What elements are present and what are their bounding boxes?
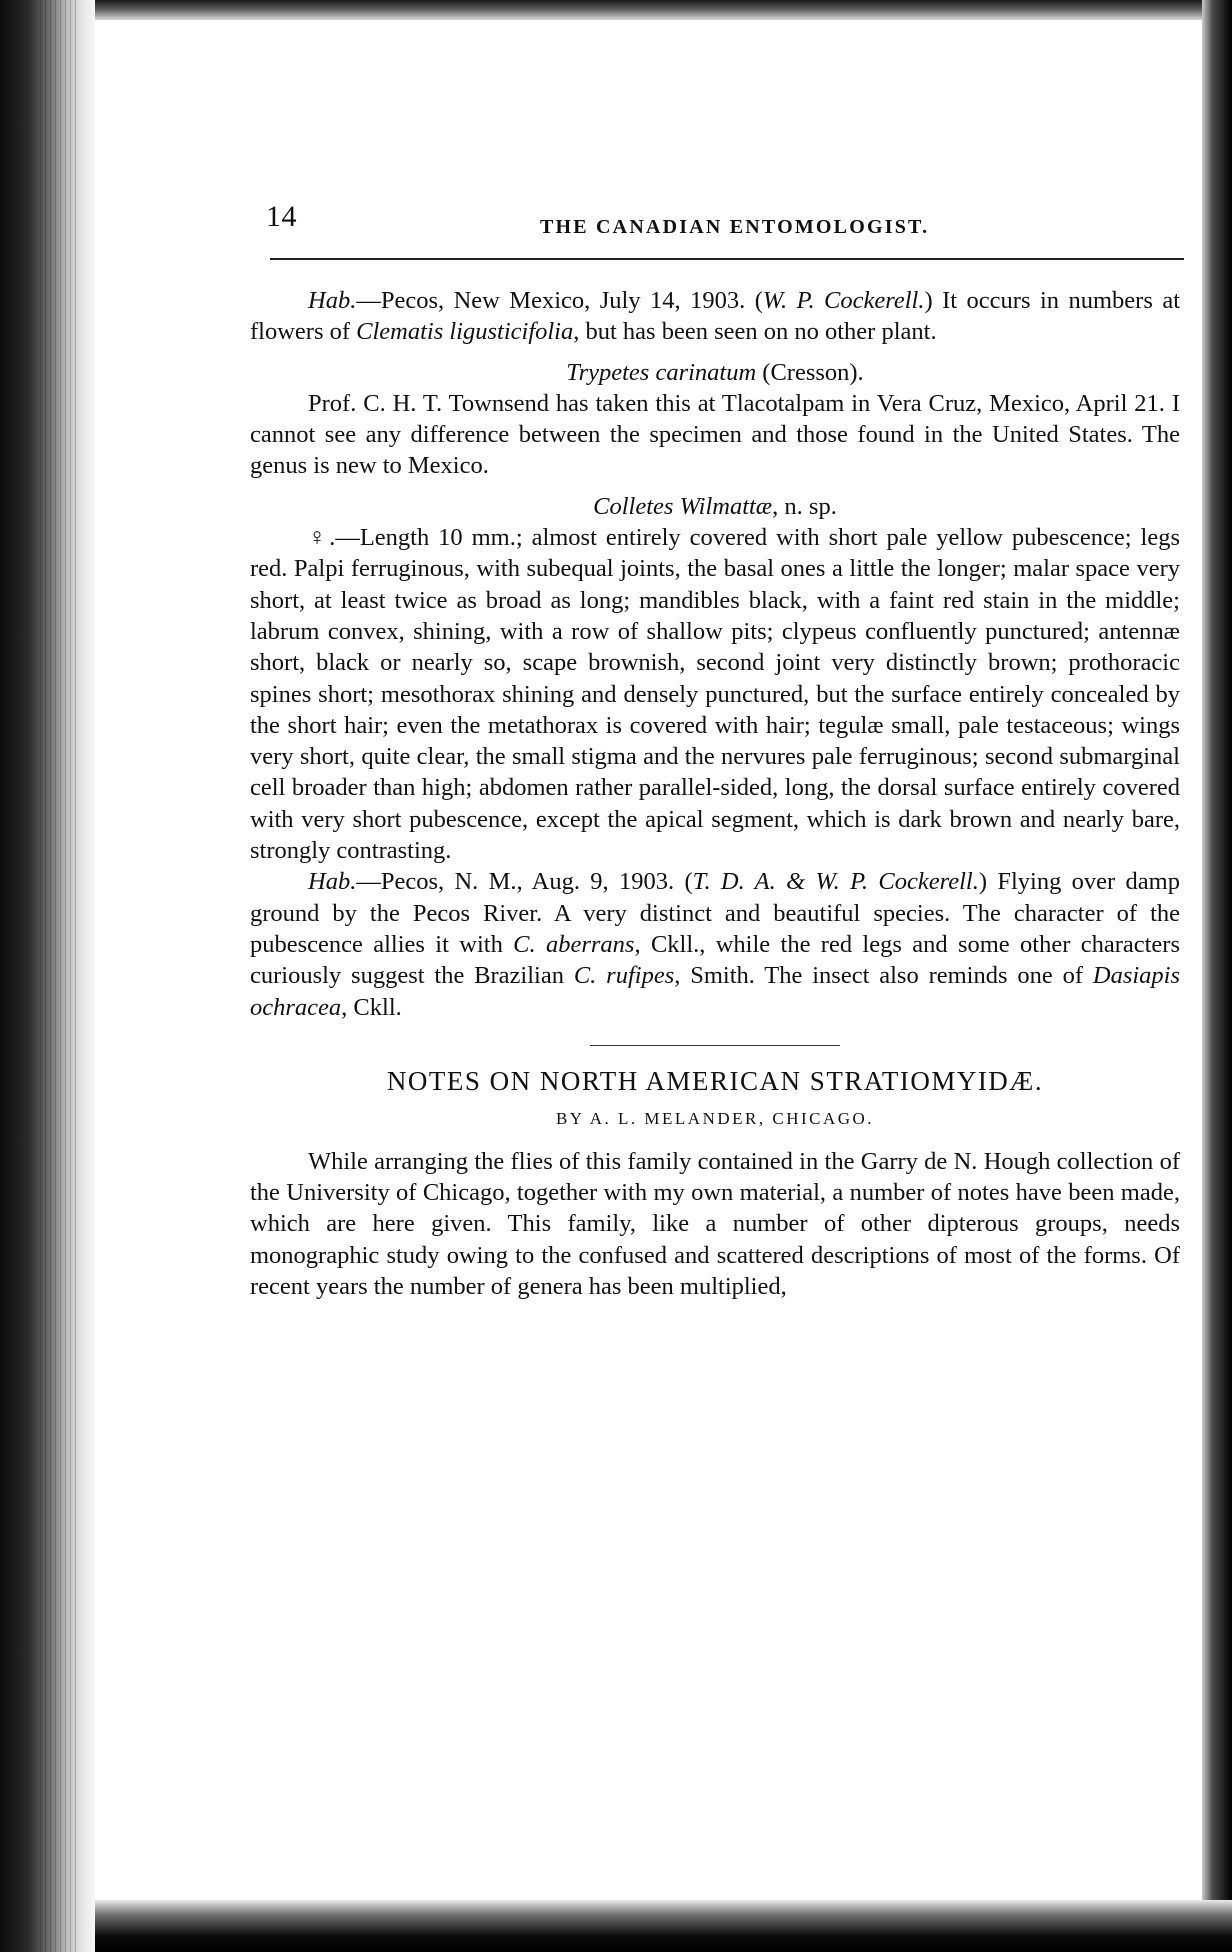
header-rule <box>270 258 1184 260</box>
trypetes-paragraph: Prof. C. H. T. Townsend has taken this at Tlacotalpam in Vera Cruz, Mexico, April 21. I cannot see any difference between the specimen and those found in the United States. The genus is new to Mexico. <box>250 389 1180 480</box>
article-byline: BY A. L. MELANDER, CHICAGO. <box>555 1108 875 1128</box>
article-paragraph: While arranging the flies of this family contained in the Garry de N. Hough collection of the University of Chicago, together with my own material, a number of notes have been made, which are here given. This family, like a number of other dipterous groups, needs monographic study owing to the confused and scattered descriptions of most of the forms. Of recent years the number of genera has been multiplied, <box>250 1147 1180 1301</box>
journal-title: THE CANADIAN ENTOMOLOGIST. <box>540 216 930 238</box>
scan-bottom-edge <box>95 1900 1232 1952</box>
scan-left-page-edges <box>40 0 80 1952</box>
habitat-paragraph-2: Hab.—Pecos, N. M., Aug. 9, 1903. (T. D. A. & W. P. Cockerell.) Flying over damp ground by the Pecos River. A very distinct and beautiful species. The character of the pubescence allies it with C. aberrans, Ckll., while the red legs and some other characters curiously suggest the Brazilian C. rufipes, Smith. The insect also reminds one of Dasiapis ochracea, Ckll. <box>250 868 1181 1021</box>
habitat-paragraph-1: Hab.—Pecos, New Mexico, July 14, 1903. (W. P. Cockerell.) It occurs in numbers at flowers of Clematis ligusticifolia, but has been seen on no other plant. <box>250 287 1181 346</box>
species-heading-colletes: Colletes Wilmattæ, n. sp. <box>593 492 837 520</box>
page-number: 14 <box>266 200 297 233</box>
description-paragraph: ♀.—Length 10 mm.; almost entirely covered with short pale yellow pubescence; legs red. Palpi ferruginous, with subequal joints, the basal ones a little the longer; malar space very short, at least twice as broad as long; mandibles black, with a faint red stain in the middle; labrum convex, shining, with a row of shallow pits; clypeus confluently punctured; antennæ short, black or nearly so, scape brownish, second joint very distinctly brown; prothoracic spines short; mesothorax shining and densely punctured, but the surface entirely concealed by the short hair; even the metathorax is covered with hair; tegulæ small, pale testaceous; wings very short, quite clear, the small stigma and the nervures pale ferruginous; second submarginal cell broader than high; abdomen rather parallel-sided, long, the dorsal surface entirely covered with very short pubescence, except the apical segment, which is dark brown and nearly bare, strongly contrasting. <box>250 524 1180 865</box>
body-text <box>250 285 1180 1302</box>
scan-top-edge <box>95 0 1205 20</box>
species-heading-trypetes: Trypetes carinatum (Cresson). <box>566 358 864 386</box>
running-head <box>230 200 1184 250</box>
article-title: NOTES ON NORTH AMERICAN STRATIOMYIDÆ. <box>386 1065 1044 1096</box>
section-divider <box>590 1045 840 1046</box>
scan-right-edge <box>1202 0 1232 1952</box>
book-page <box>230 200 1184 1301</box>
